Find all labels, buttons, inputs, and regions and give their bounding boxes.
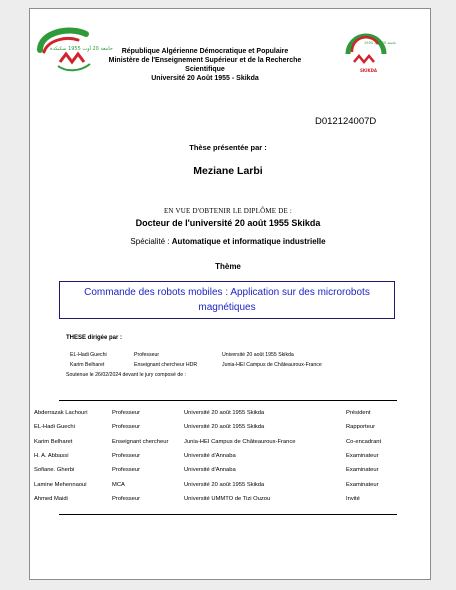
jury-member-name: Sofiane. Gherbi [34, 467, 75, 474]
jury-member-grade: Professeur [112, 452, 141, 459]
jury-member-affiliation: Junia-HEI Campus de Châteauroux-France [184, 438, 296, 445]
logo-right-text-1: جامعة 20 أوت 1955 [364, 41, 397, 45]
jury-member-name: EL-Hadi Guechi [34, 424, 75, 431]
jury-row [0, 410, 456, 419]
jury-member-role: Examinateur [346, 481, 379, 488]
jury-member-grade: Professeur [112, 467, 141, 474]
institution-line: Université 20 Août 1955 - Skikda [151, 75, 259, 82]
jury-member-affiliation: Université 20 août 1955 Skikda [184, 481, 265, 488]
directed-by-label: THESE dirigée par : [66, 335, 123, 341]
jury-bottom-rule [59, 514, 397, 515]
jury-member-role: Co-encadrant [346, 438, 382, 445]
jury-member-affiliation: Université d'Annaba [184, 452, 236, 459]
jury-member-grade: Professeur [112, 495, 141, 502]
supervisor-name: EL-Hadi Guechi [70, 352, 107, 358]
diploma-name: Docteur de l'université 20 août 1955 Skikda [135, 218, 321, 228]
jury-member-name: Karim Belharet [34, 438, 73, 445]
presented-by-label: Thèse présentée par : [189, 143, 267, 152]
jury-row [0, 424, 456, 433]
university-logo-right [338, 22, 397, 78]
jury-member-role: Invité [346, 495, 360, 502]
institution-line: Scientifique [185, 66, 225, 73]
supervisor-grade: Professeur [134, 352, 160, 358]
jury-member-role: Rapporteur [346, 424, 376, 431]
jury-member-affiliation: Université d'Annaba [184, 467, 236, 474]
jury-member-affiliation: Université 20 août 1955 Skikda [184, 410, 265, 416]
specialty [0, 237, 456, 246]
supervisor-affiliation: Université 20 août 1955 Skikda [222, 352, 294, 358]
specialty-label: Spécialité : [130, 237, 172, 246]
institution-line: République Algérienne Démocratique et Populaire [121, 48, 289, 55]
jury-member-affiliation: Université UMMTO de Tizi Ouzou [184, 495, 271, 502]
specialty-value: Automatique et informatique industrielle [171, 237, 326, 246]
jury-member-grade: MCA [112, 481, 125, 488]
jury-member-grade: Enseignant chercheur [112, 438, 169, 445]
jury-row [0, 439, 456, 448]
supervisor-affiliation: Junia-HEI Campus de Châteauroux-France [222, 362, 322, 368]
logo-left-text: جامعة 20 أوت 1955 سكيكدة [50, 46, 113, 52]
document-reference: D012124007D [315, 116, 377, 127]
author-name: Meziane Larbi [193, 165, 263, 177]
thesis-title: Commande des robots mobiles : Application sur des microrobots magnétiques [84, 287, 370, 313]
theme-label: Thème [215, 262, 241, 271]
institution-header [85, 47, 325, 83]
jury-row [0, 467, 456, 476]
jury-member-role: Président [346, 410, 371, 416]
supervisor-name: Karim Belharet [70, 362, 105, 368]
jury-member-role: Examinateur [346, 467, 379, 474]
jury-member-grade: Professeur [112, 424, 141, 431]
defense-statement: Soutenue le 26/02/2024 devant le jury composé de : [66, 372, 186, 378]
jury-member-name: Ahmed Maidi [34, 495, 68, 502]
jury-top-rule [59, 400, 397, 401]
logo-right-text-2: SKIKDA [360, 68, 377, 73]
jury-row [0, 496, 456, 505]
institution-line: Ministère de l'Enseignement Supérieur et de la Recherche [108, 57, 302, 64]
jury-member-name: Abderrazak Lachouri [34, 410, 88, 416]
jury-member-affiliation: Université 20 août 1955 Skikda [184, 424, 265, 431]
jury-member-grade: Professeur [112, 410, 141, 416]
jury-row [0, 482, 456, 491]
thesis-title-box [59, 281, 395, 319]
jury-member-role: Examinateur [346, 452, 379, 459]
jury-row [0, 453, 456, 462]
supervisor-grade: Enseignant chercheur HDR [134, 362, 198, 368]
jury-member-name: Lamine Mehennaoui [34, 481, 87, 488]
jury-member-name: H. A. Abbassi [34, 452, 69, 459]
diploma-intro: EN VUE D'OBTENIR LE DIPLÔME DE : [163, 207, 293, 215]
